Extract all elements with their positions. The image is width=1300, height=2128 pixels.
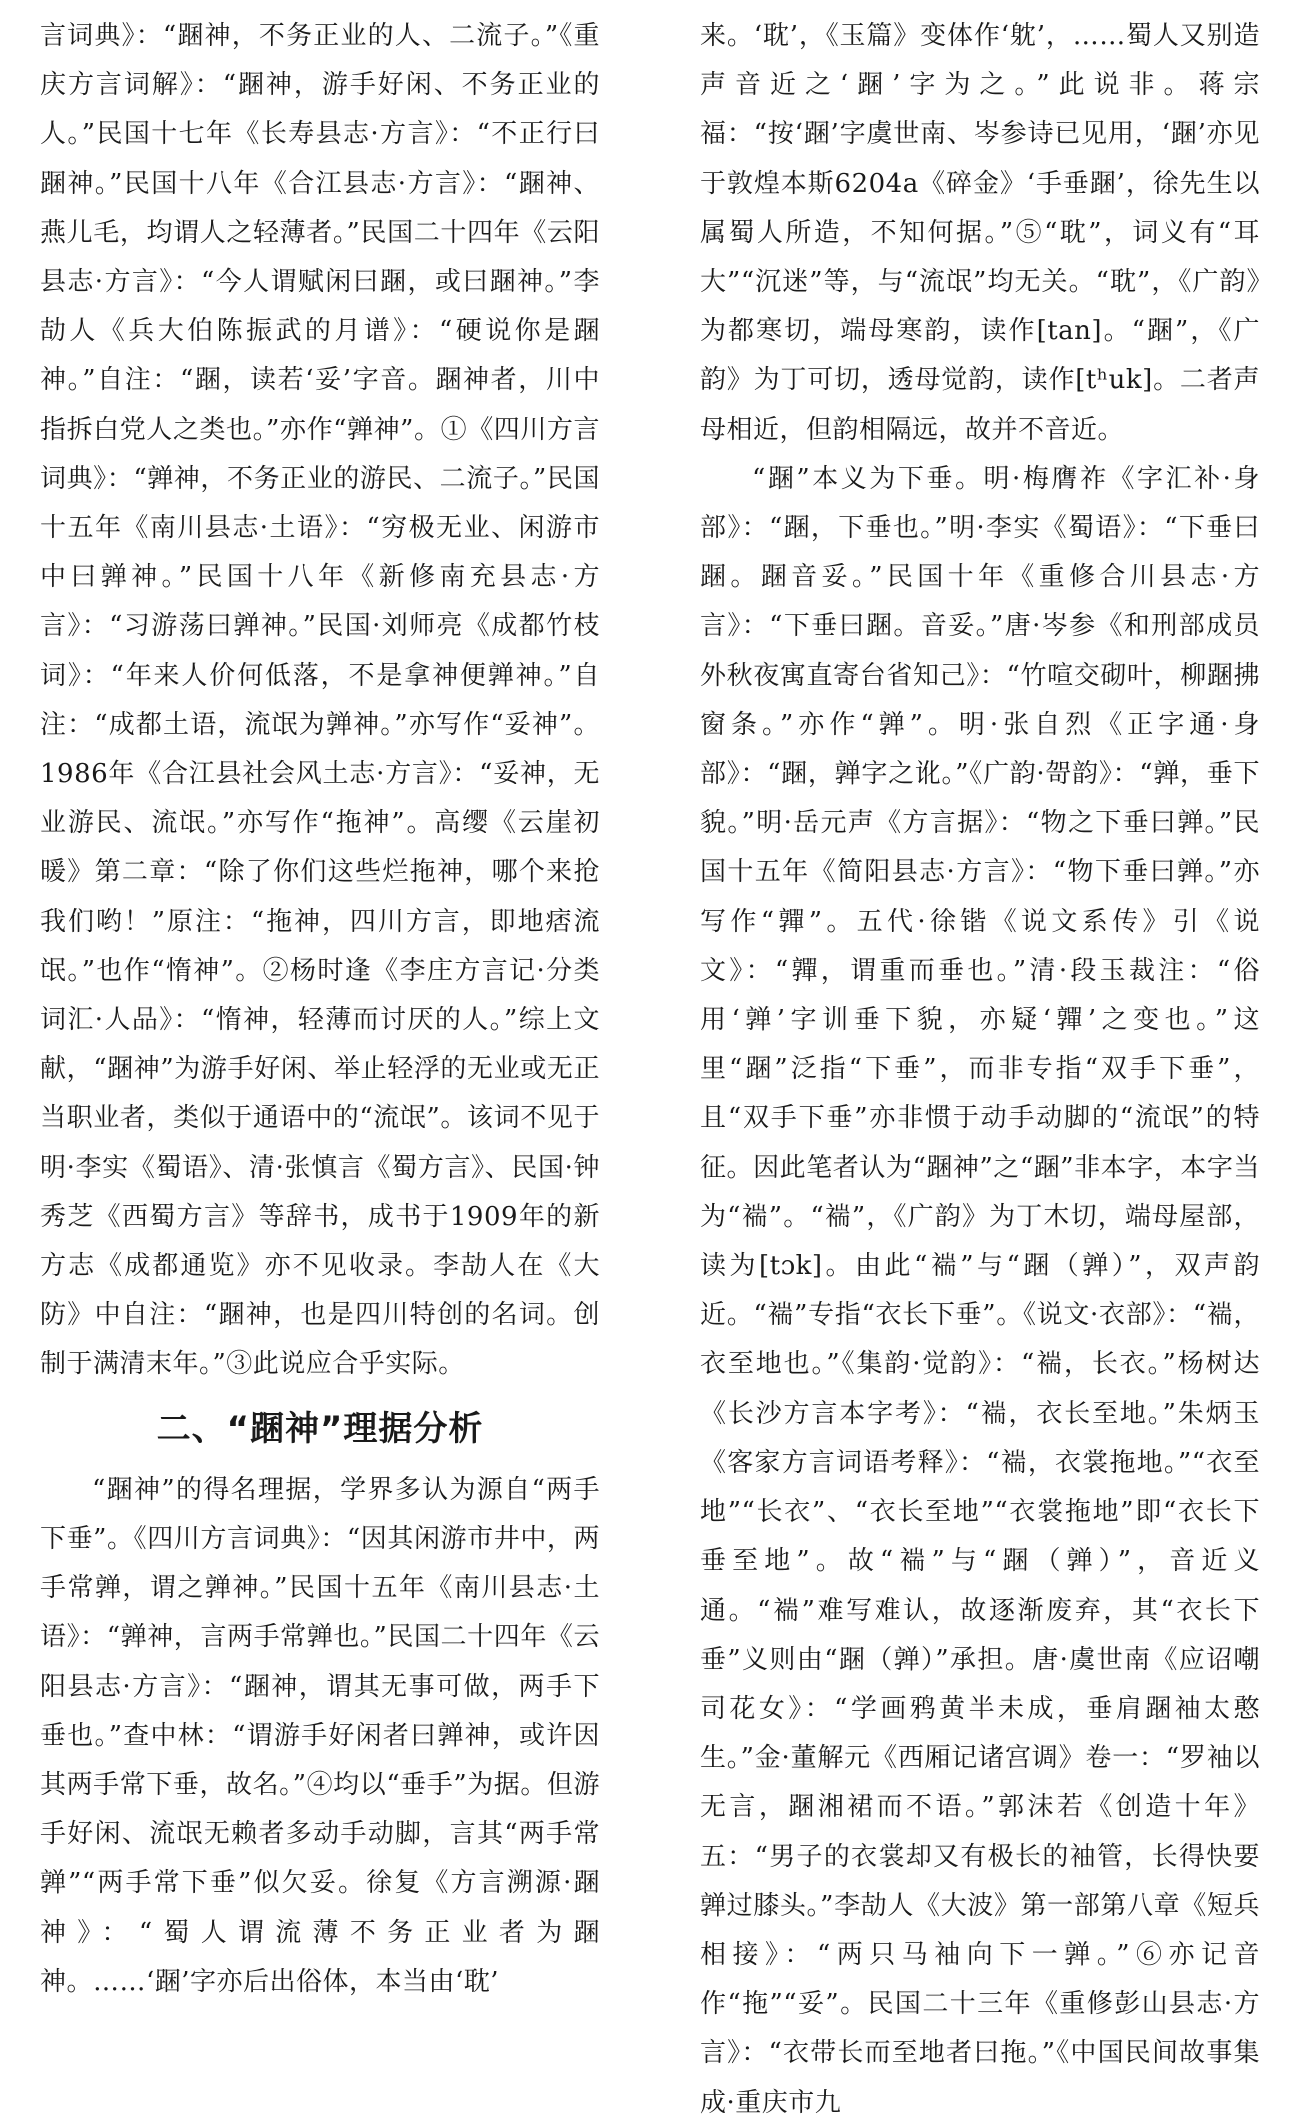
right-column (700, 12, 1260, 2118)
body-paragraph: “䠅”本义为下垂。明·梅膺祚《字汇补·身部》：“䠅，下垂也。”明·李实《蜀语》：“下垂曰䠅。䠅音妥。”民国十年《重修合川县志·方言》：“下垂曰䠅。音妥。”唐·岑参《和刑部成员外秋夜寓直寄台省知己》：“竹喧交砌叶，柳䠅拂窗条。”亦作“亸”。明·张自烈《正字通·身部》：“䠅，亸字之讹。”《广韵·哿韵》：“亸，垂下貌。”明·岳元声《方言据》：“物之下垂曰亸。”民国十五年《简阳县志·方言》：“物下垂曰亸。”亦写作“嚲”。五代·徐锴《说文系传》引《说文》：“嚲，谓重而垂也。”清·段玉裁注：“俗用‘亸’字训垂下貌，亦疑‘嚲’之变也。”这里“䠅”泛指“下垂”，而非专指“双手下垂”，且“双手下垂”亦非惯于动手动脚的“流氓”的特征。因此笔者认为“䠅神”之“䠅”非本字，本字当为“褍”。“褍”，《广韵》为丁木切，端母屋部，读为[tɔk]。由此“褍”与“䠅（亸）”，双声韵近。“褍”专指“衣长下垂”。《说文·衣部》：“褍，衣至地也。”《集韵·觉韵》：“褍，长衣。”杨树达《长沙方言本字考》：“褍，衣长至地。”朱炳玉《客家方言词语考释》：“褍，衣裳拖地。”“衣至地”“长衣”、“衣长至地”“衣裳拖地”即“衣长下垂至地”。故“褍”与“䠅（亸）”，音近义通。“褍”难写难认，故逐渐废弃，其“衣长下垂”义则由“䠅（亸）”承担。唐·虞世南《应诏嘲司花女》：“学画鸦黄半未成，垂肩䠅袖太憨生。”金·董解元《西厢记诸宫调》卷一：“罗袖以无言，䠅湘裙而不语。”郭沫若《创造十年》五：“男子的衣裳却又有极长的袖管，长得快要亸过膝头。”李劼人《大波》第一部第八章《短兵相接》：“两只马袖向下一亸。”⑥亦记音作“拖”“妥”。民国二十三年《重修彭山县志·方言》：“衣带长而至地者曰拖。”《中国民间故事集成·重庆市九 (700, 463, 1260, 2118)
left-column (40, 12, 600, 1997)
body-paragraph: 言词典》：“䠅神，不务正业的人、二流子。”《重庆方言词解》：“䠅神，游手好闲、不务正业的人。”民国十七年《长寿县志·方言》：“不正行曰䠅神。”民国十八年《合江县志·方言》：“䠅神、燕儿毛，均谓人之轻薄者。”民国二十四年《云阳县志·方言》：“今人谓赋闲曰䠅，或曰䠅神。”李劼人《兵大伯陈振武的月谱》：“硬说你是䠅神。”自注：“䠅，读若‘妥’字音。䠅神者，川中指拆白党人之类也。”亦作“亸神”。①《四川方言词典》：“亸神，不务正业的游民、二流子。”民国十五年《南川县志·土语》：“穷极无业、闲游市中曰亸神。”民国十八年《新修南充县志·方言》：“习游荡曰亸神。”民国·刘师亮《成都竹枝词》：“年来人价何低落，不是拿神便亸神。”自注：“成都土语，流氓为亸神。”亦写作“妥神”。1986年《合江县社会风土志·方言》：“妥神，无业游民、流氓。”亦写作“拖神”。高缨《云崖初暖》第二章：“除了你们这些烂拖神，哪个来抢我们哟！”原注：“拖神，四川方言，即地痞流氓。”也作“惰神”。②杨时逢《李庄方言记·分类词汇·人品》：“惰神，轻薄而讨厌的人。”综上文献，“䠅神”为游手好闲、举止轻浮的无业或无正当职业者，类似于通语中的“流氓”。该词不见于明·李实《蜀语》、清·张慎言《蜀方言》、民国·钟秀芝《西蜀方言》等辞书，成书于1909年的新方志《成都通览》亦不见收录。李劼人在《大防》中自注：“䠅神，也是四川特创的名词。创制于满清末年。”③此说应合乎实际。 (40, 21, 600, 1380)
section-heading: 二、“䠅神”理据分析 (156, 1408, 484, 1449)
body-paragraph: 来。‘耽’，《玉篇》变体作‘躭’，……蜀人又别造声音近之‘䠅’字为之。”此说非。蒋宗福：“按‘䠅’字虞世南、岑参诗已见用，‘䠅’亦见于敦煌本斯6204a《碎金》‘手垂䠅’，徐先生以属蜀人所造，不知何据。”⑤“耽”，词义有“耳大”“沉迷”等，与“流氓”均无关。“耽”，《广韵》为都寒切，端母寒韵，读作[tan]。“䠅”，《广韵》为丁可切，透母觉韵，读作[tʰuk]。二者声母相近，但韵相隔远，故并不音近。 (700, 21, 1260, 445)
body-paragraph: “䠅神”的得名理据，学界多认为源自“两手下垂”。《四川方言词典》：“因其闲游市井中，两手常亸，谓之亸神。”民国十五年《南川县志·土语》：“亸神，言两手常亸也。”民国二十四年《云阳县志·方言》：“䠅神，谓其无事可做，两手下垂也。”查中林：“谓游手好闲者曰亸神，或许因其两手常下垂，故名。”④均以“垂手”为据。但游手好闲、流氓无赖者多动手动脚，言其“两手常亸”“两手常下垂”似欠妥。徐复《方言溯源·䠅神》：“蜀人谓流薄不务正业者为䠅神。……‘䠅’字亦后出俗体，本当由‘耽’ (40, 1474, 600, 1997)
